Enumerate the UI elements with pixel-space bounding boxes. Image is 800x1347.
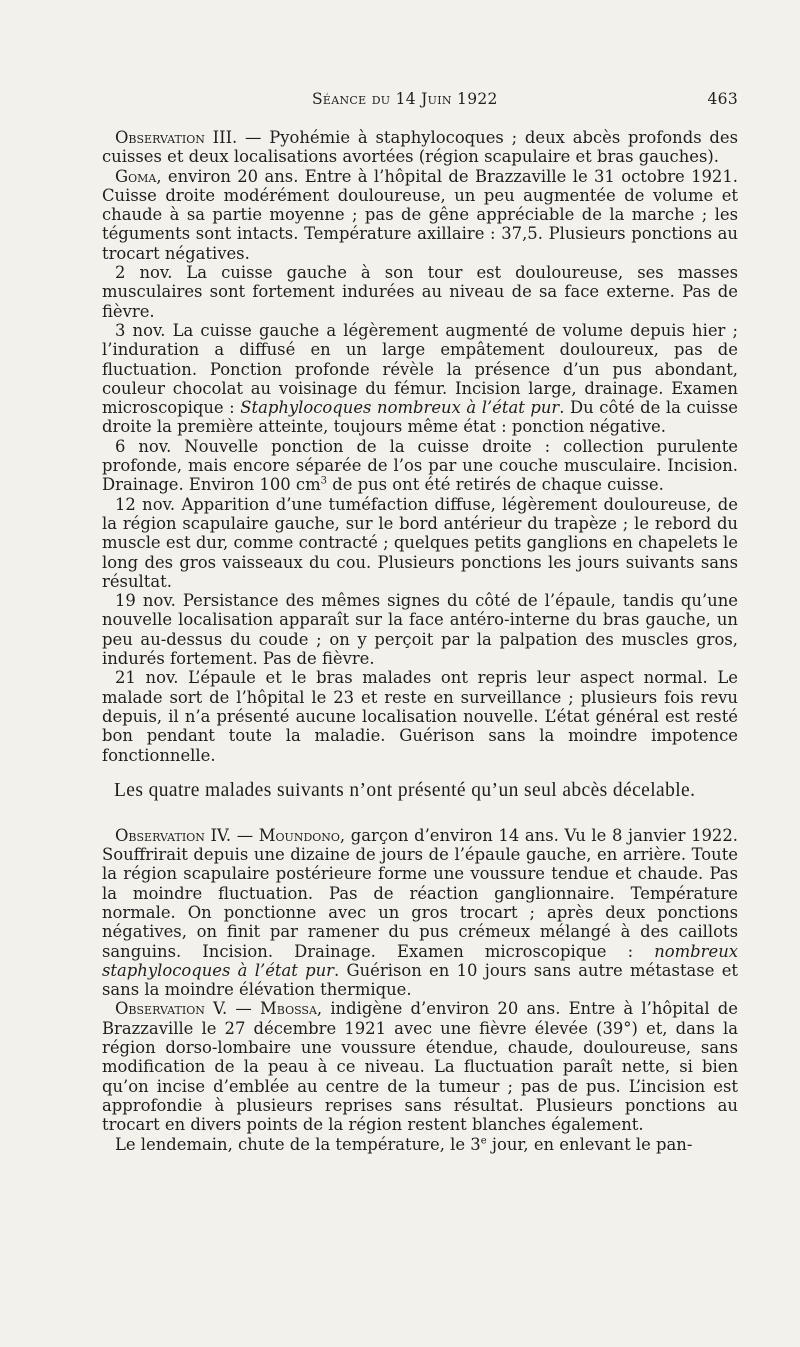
page-number: 463 — [707, 90, 738, 108]
observation-label: Observation IV. — [115, 825, 232, 845]
dash: — — [227, 999, 260, 1019]
observation-label: Observation V. — [115, 999, 228, 1019]
paragraph-21-nov: 21 nov. L’épaule et le bras malades ont repris leur aspect normal. Le malade sort de l’hôpital le 23 et reste en surveillance ; plusieurs fois revu depuis, il n’a présenté aucune localisation nouvelle. L’état général est resté bon pendant toute la maladie. Guérison sans la moindre impotence fonctionnelle. — [102, 668, 738, 765]
paragraph-text: . Du côté de la cuisse droite la première atteinte, toujours même état : ponction négative. — [102, 398, 738, 437]
observation-5 — [102, 999, 738, 1134]
patient-name: Moundono, — [258, 825, 346, 845]
observation-4 — [102, 826, 738, 1000]
paragraph-lendemain — [102, 1135, 738, 1154]
paragraph-text: indigène d’environ 20 ans. Entre à l’hôpital de Brazzaville le 27 décembre 1921 avec une fièvre élevée (39°) et, dans la région dorso-lombaire une voussure étendue, chaude, douloureuse, sans modification de la peau à ce niveau. La fluctuation paraît nette, si bien qu’on incise d’emblée au centre de la tumeur ; pas de pus. L’incision est approfondie à plusieurs reprises sans résultat. Plusieurs ponctions au trocart en divers points de la région restent blanches également. — [102, 999, 738, 1135]
paragraph-goma — [102, 167, 738, 263]
observation-3-heading — [102, 128, 738, 167]
body-text — [102, 128, 738, 1154]
paragraph-3-nov — [102, 321, 738, 437]
running-title: Séance du 14 Juin 1922 — [312, 90, 498, 108]
observation-title: — Pyohémie à staphylocoques ; deux abcès profonds des cuisses et deux localisations avortées (région scapulaire et bras gauches). — [102, 128, 739, 167]
page-header — [102, 90, 738, 114]
patient-name: Goma, — [115, 166, 162, 186]
paragraph-text: 3 nov. La cuisse gauche a légèrement augmenté de volume depuis hier ; l’induration a diffusé en un large empâtement douloureux, pas de fluctuation. Ponction profonde révèle la présence d’un pus abondant, couleur chocolat au voisinage du fémur. Incision large, drainage. Examen microscopique : — [102, 320, 738, 418]
superscript: e — [480, 1135, 487, 1147]
paragraph-2-nov: 2 nov. La cuisse gauche à son tour est douloureuse, ses masses musculaires sont fortement indurées au niveau de sa face externe. Pas de fièvre. — [102, 263, 738, 321]
italic-text: nombreux staphylocoques à l’état pur — [102, 941, 738, 980]
transition-heading: Les quatre malades suivants n’ont présenté qu’un seul abcès décelable. — [114, 779, 696, 801]
paragraph-text: . Guérison en 10 jours sans autre métastase et sans la moindre élévation thermique. — [102, 960, 739, 1000]
superscript: 3 — [320, 475, 328, 487]
paragraph-text: 6 nov. Nouvelle ponction de la cuisse droite : collection purulente profonde, mais encore séparée de l’os par une couche musculaire. Incision. Drainage. Environ 100 cm — [102, 436, 738, 495]
paragraph-6-nov — [102, 437, 738, 495]
paragraph-19-nov: 19 nov. Persistance des mêmes signes du côté de l’épaule, tandis qu’une nouvelle localisation apparaît sur la face antéro-interne du bras gauche, un peu au-dessus du coude ; on y perçoit par la palpation des muscles gros, indurés fortement. Pas de fièvre. — [102, 591, 738, 669]
paragraph-text: jour, en enlevant le pan- — [486, 1134, 693, 1154]
paragraph-text: de pus ont été retirés de chaque cuisse. — [327, 475, 664, 495]
paragraph-text: Le lendemain, chute de la température, le 3 — [115, 1134, 481, 1154]
patient-name: Mbossa, — [260, 999, 323, 1019]
paragraph-12-nov: 12 nov. Apparition d’une tuméfaction diffuse, légèrement douloureuse, de la région scapulaire gauche, sur le bord antérieur du trapèze ; le rebord du muscle est dur, comme contracté ; quelques petits ganglions en chapelets le long des gros vaisseaux du cou. Plusieurs ponctions les jours suivants sans résultat. — [102, 494, 738, 591]
dash: — — [231, 825, 259, 845]
italic-text: Staphylocoques nombreux à l’état pur — [240, 398, 560, 418]
observation-label: Observation III. — [115, 128, 238, 147]
paragraph-text: garçon d’environ 14 ans. Vu le 8 janvier 1922. Souffrirait depuis une dizaine de jours de l’épaule gauche, en arrière. Toute la région scapulaire postérieure forme une voussure tendue et chaude. Pas la moindre fluctuation. Pas de réaction ganglionnaire. Température normale. On ponctionne avec un gros trocart ; après deux ponctions négatives, on finit par ramener du pus crémeux mélangé à des caillots sanguins. Incision. Drainage. Examen microscopique : — [102, 825, 738, 961]
paragraph-text: environ 20 ans. Entre à l’hôpital de Brazzaville le 31 octobre 1921. Cuisse droite modérément douloureuse, un peu augmentée de volume et chaude à sa partie moyenne ; pas de gêne appréciable de la marche ; les téguments sont intacts. Température axillaire : 37,5. Plusieurs ponctions au trocart négatives. — [102, 166, 738, 263]
